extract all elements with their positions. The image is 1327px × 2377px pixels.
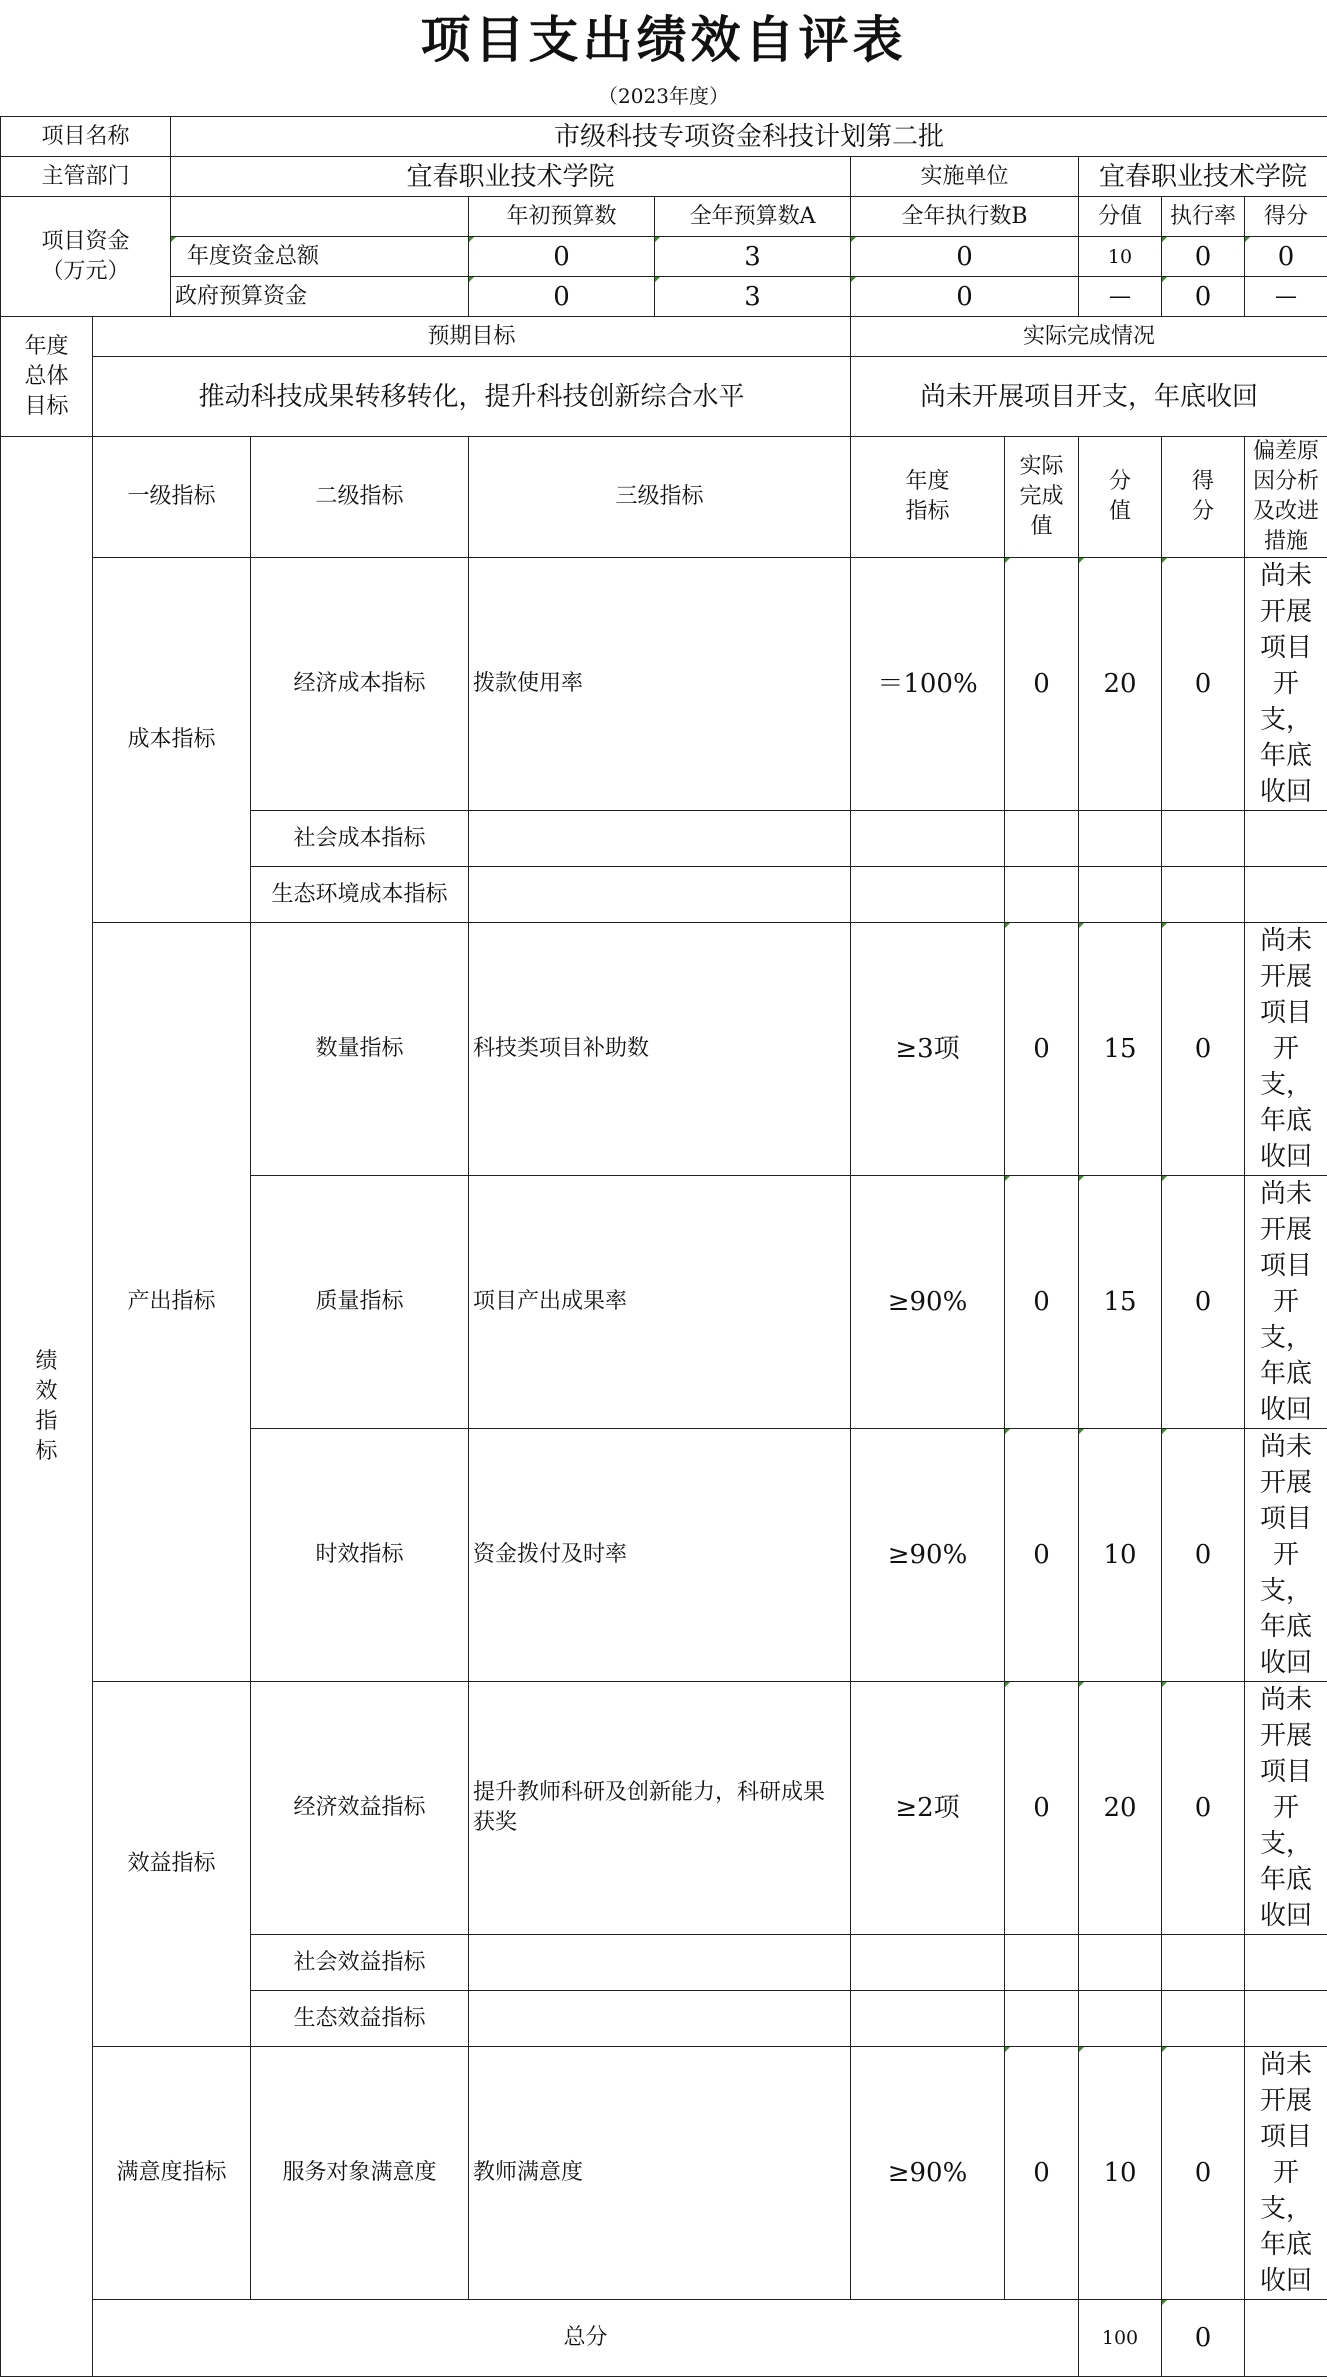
table-row-score — [1162, 811, 1245, 867]
table-row-reason: 尚未开展项目开支，年底收回 — [1245, 2047, 1327, 2300]
table-row-level2: 服务对象满意度 — [251, 2047, 469, 2300]
table-row-annual — [851, 867, 1005, 923]
funds-row-gov-score: — — [1245, 277, 1327, 317]
funds-row-gov-initial: 0 — [469, 277, 655, 317]
table-row-level2: 生态效益指标 — [251, 1991, 469, 2047]
table-row-level2: 生态环境成本指标 — [251, 867, 469, 923]
table-row-reason: 尚未开展项目开支，年底收回 — [1245, 558, 1327, 811]
table-row-value: 20 — [1079, 558, 1162, 811]
table-row-reason — [1245, 1935, 1327, 1991]
funds-header-initial: 年初预算数 — [469, 197, 655, 237]
evaluation-table — [0, 116, 1327, 2377]
ind-header-level1: 一级指标 — [93, 437, 251, 558]
unit-value: 宜春职业技术学院 — [1079, 157, 1327, 197]
table-row-value — [1079, 1935, 1162, 1991]
goals-label: 年度 总体 目标 — [1, 317, 93, 437]
table-row-actual: 0 — [1005, 1682, 1079, 1935]
goals-actual-value: 尚未开展项目开支，年底收回 — [851, 357, 1327, 437]
funds-row-total-score: 0 — [1245, 237, 1327, 277]
table-row-reason: 尚未开展项目开支，年底收回 — [1245, 1682, 1327, 1935]
ind-header-actual: 实际 完成值 — [1005, 437, 1079, 558]
table-row-score: 0 — [1162, 1429, 1245, 1682]
table-row-score: 0 — [1162, 558, 1245, 811]
indicators-label: 绩 效 指 标 — [1, 437, 93, 2377]
funds-row-total-annual: 3 — [655, 237, 851, 277]
funds-row-total-name: 年度资金总额 — [171, 237, 469, 277]
ind-header-level3: 三级指标 — [469, 437, 851, 558]
satisfaction-label: 满意度指标 — [93, 2047, 251, 2300]
total-score: 0 — [1162, 2300, 1245, 2377]
funds-row-total-rate: 0 — [1162, 237, 1245, 277]
goals-expected-value: 推动科技成果转移转化，提升科技创新综合水平 — [93, 357, 851, 437]
table-row-reason: 尚未开展项目开支，年底收回 — [1245, 923, 1327, 1176]
table-row-value: 20 — [1079, 1682, 1162, 1935]
table-row-actual: 0 — [1005, 1429, 1079, 1682]
output-label: 产出指标 — [93, 923, 251, 1682]
total-label: 总分 — [93, 2300, 1079, 2377]
table-row-level2: 时效指标 — [251, 1429, 469, 1682]
funds-header-score-value: 分值 — [1079, 197, 1162, 237]
funds-header-executed: 全年执行数B — [851, 197, 1079, 237]
table-row-annual — [851, 1935, 1005, 1991]
table-row-reason — [1245, 867, 1327, 923]
table-row-level3: 教师满意度 — [469, 2047, 851, 2300]
funds-row-gov-rate: 0 — [1162, 277, 1245, 317]
table-row-score: 0 — [1162, 1682, 1245, 1935]
table-row-actual: 0 — [1005, 558, 1079, 811]
funds-row-gov-executed: 0 — [851, 277, 1079, 317]
table-row-reason: 尚未开展项目开支，年底收回 — [1245, 1429, 1327, 1682]
table-row-annual: ≥3项 — [851, 923, 1005, 1176]
table-row-value: 10 — [1079, 2047, 1162, 2300]
table-row-annual: ≥90% — [851, 1429, 1005, 1682]
funds-row-gov-name: 政府预算资金 — [171, 277, 469, 317]
dept-label: 主管部门 — [1, 157, 171, 197]
table-row-actual: 0 — [1005, 1176, 1079, 1429]
table-row-level3: 科技类项目补助数 — [469, 923, 851, 1176]
table-row-reason — [1245, 811, 1327, 867]
table-row-annual — [851, 811, 1005, 867]
table-row-score — [1162, 1935, 1245, 1991]
table-row-level2: 质量指标 — [251, 1176, 469, 1429]
table-row-level2: 社会成本指标 — [251, 811, 469, 867]
table-row-level3: 项目产出成果率 — [469, 1176, 851, 1429]
ind-header-annual: 年度 指标 — [851, 437, 1005, 558]
table-row-annual: ≥90% — [851, 2047, 1005, 2300]
ind-header-level2: 二级指标 — [251, 437, 469, 558]
table-row-value: 15 — [1079, 1176, 1162, 1429]
table-row-level2: 经济效益指标 — [251, 1682, 469, 1935]
table-row-reason: 尚未开展项目开支，年底收回 — [1245, 1176, 1327, 1429]
funds-header-blank — [171, 197, 469, 237]
cost-label: 成本指标 — [93, 558, 251, 923]
funds-row-gov-annual: 3 — [655, 277, 851, 317]
ind-header-score-value: 分 值 — [1079, 437, 1162, 558]
table-row-value: 10 — [1079, 1429, 1162, 1682]
table-row-level2: 数量指标 — [251, 923, 469, 1176]
table-row-score — [1162, 867, 1245, 923]
funds-label: 项目资金 （万元） — [1, 197, 171, 317]
table-row-level3 — [469, 1935, 851, 1991]
dept-value: 宜春职业技术学院 — [171, 157, 851, 197]
table-row-level3 — [469, 867, 851, 923]
table-row-level2: 社会效益指标 — [251, 1935, 469, 1991]
table-row-level3: 拨款使用率 — [469, 558, 851, 811]
table-row-value — [1079, 811, 1162, 867]
page-title: 项目支出绩效自评表 — [420, 11, 907, 69]
table-row-actual — [1005, 811, 1079, 867]
table-row-annual: ≥2项 — [851, 1682, 1005, 1935]
project-name-value: 市级科技专项资金科技计划第二批 — [171, 117, 1327, 157]
unit-label: 实施单位 — [851, 157, 1079, 197]
table-row-value: 15 — [1079, 923, 1162, 1176]
table-row-value — [1079, 867, 1162, 923]
table-row-annual: ≥90% — [851, 1176, 1005, 1429]
table-row-score: 0 — [1162, 2047, 1245, 2300]
ind-header-reason: 偏差原因分析 及改进措施 — [1245, 437, 1327, 558]
table-row-level3: 提升教师科研及创新能力，科研成果获奖 — [469, 1682, 851, 1935]
funds-header-annual: 全年预算数A — [655, 197, 851, 237]
year-label: （2023年度） — [598, 83, 729, 108]
table-row-annual — [851, 1991, 1005, 2047]
table-row-actual: 0 — [1005, 923, 1079, 1176]
table-row-score: 0 — [1162, 1176, 1245, 1429]
table-row-level2: 经济成本指标 — [251, 558, 469, 811]
table-row-actual — [1005, 1935, 1079, 1991]
goals-expected-label: 预期目标 — [93, 317, 851, 357]
project-name-label: 项目名称 — [1, 117, 171, 157]
ind-header-score: 得 分 — [1162, 437, 1245, 558]
funds-row-total-score-value: 10 — [1079, 237, 1162, 277]
funds-row-total-initial: 0 — [469, 237, 655, 277]
table-row-value — [1079, 1991, 1162, 2047]
total-value: 100 — [1079, 2300, 1162, 2377]
funds-header-rate: 执行率 — [1162, 197, 1245, 237]
table-row-level3: 资金拨付及时率 — [469, 1429, 851, 1682]
funds-row-gov-score-value: — — [1079, 277, 1162, 317]
table-row-actual — [1005, 1991, 1079, 2047]
benefit-label: 效益指标 — [93, 1682, 251, 2047]
table-row-reason — [1245, 1991, 1327, 2047]
goals-actual-label: 实际完成情况 — [851, 317, 1327, 357]
table-row-actual — [1005, 867, 1079, 923]
table-row-level3 — [469, 1991, 851, 2047]
funds-header-score: 得分 — [1245, 197, 1327, 237]
table-row-level3 — [469, 811, 851, 867]
table-row-score — [1162, 1991, 1245, 2047]
total-remark — [1245, 2300, 1327, 2377]
table-row-annual: ＝100% — [851, 558, 1005, 811]
table-row-actual: 0 — [1005, 2047, 1079, 2300]
table-row-score: 0 — [1162, 923, 1245, 1176]
funds-row-total-executed: 0 — [851, 237, 1079, 277]
